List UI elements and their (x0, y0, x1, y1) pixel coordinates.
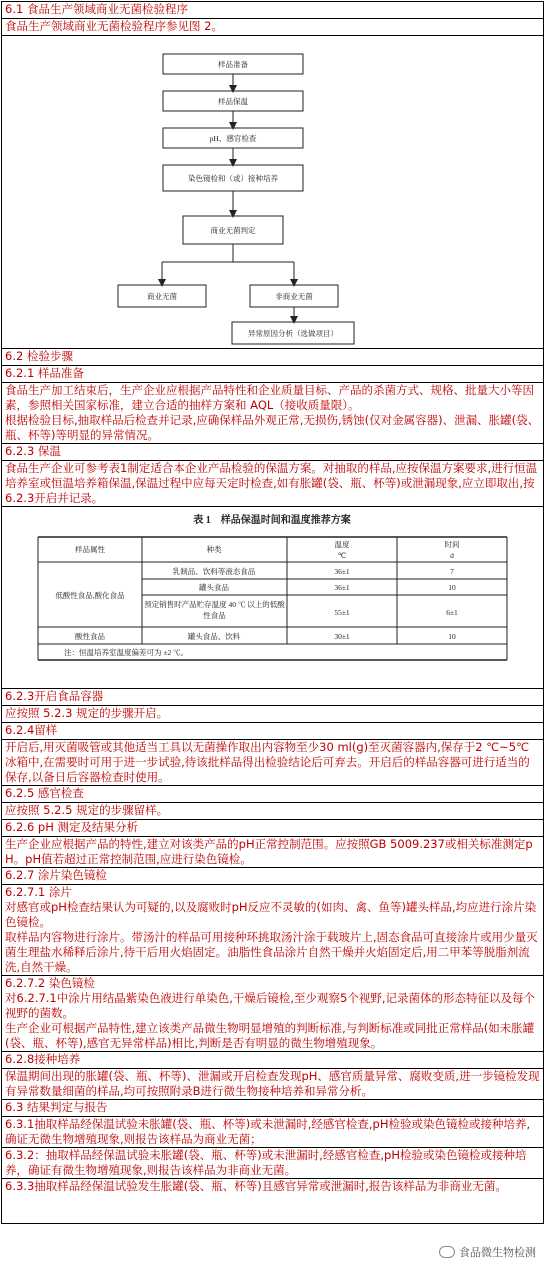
table-header-temp-unit: ℃ (337, 551, 347, 560)
flowchart-svg (2, 36, 543, 349)
section-title-6-3: 6.3 结果判定与报告 (2, 1100, 543, 1117)
paragraph: 对6.2.7.1中涂片用结晶紫染色液进行单染色,干燥后镜检,至少观察5个视野,记录菌体的形态特征以及每个视野的菌数。 (5, 991, 536, 1020)
section-text-6-2-8: 保温期间出现的胀罐(袋、瓶、杯等)、泄漏或开启检查发现pH、感官质量异常、腐败变质,进一步镜检发现有异常数量细菌的样品,均可按照附录B进行微生物接种培养和异常分析。 (2, 1069, 543, 1100)
section-title-6-2: 6.2 检验步骤 (2, 349, 543, 366)
table-header-kind: 种类 (206, 545, 222, 554)
paragraph: 生产企业可根据产品特性,建立该类产品微生物明显增殖的判断标准,与判断标准或同批正常样品(如未胀罐(袋、瓶、杯等),感官无异常样品)相比,判断是否有明显的微生物增殖现象。 (5, 1021, 535, 1050)
paragraph: 6.3.3抽取样品经保温试验发生胀罐(袋、瓶、杯等)且感官异常或泄漏时,报告该样品为非商业无菌。 (5, 1179, 507, 1193)
section-text-6-2-4: 开启后,用灭菌吸管或其他适当工具以无菌操作取出内容物至少30 ml(g)至灭菌容器内,保存于2 ℃~5℃冰箱中,在需要时可用于进一步试验,待该批样品得出检验结论后可弃去。开启后的样品容器可进行适当的保存,以备日后容器检查时使用。 (2, 740, 543, 786)
table-cell-kind-wrap (144, 599, 285, 627)
table-cell-temp: 55±1 (334, 608, 350, 617)
flow-step2-label: 样品保温 (218, 97, 248, 106)
section-6-2-7-1 (2, 885, 543, 976)
flow-step5-label: 商业无菌判定 (210, 226, 256, 235)
table-cell-temp: 36±1 (334, 567, 350, 576)
table-header-time-unit: d (450, 551, 454, 560)
flow-step3-label: pH、感官检查 (209, 134, 257, 143)
table-group-low-acid: 低酸性食品,酸化食品 (55, 591, 125, 600)
table-cell-time: 7 (450, 567, 454, 576)
table-header-temp: 温度 (334, 540, 350, 549)
watermark-text: 食品微生物检测 (459, 1246, 536, 1259)
section-title-6-2-1: 6.2.1 样品准备 (2, 366, 543, 383)
subsection-title: 6.2.7.2 染色镜检 (5, 976, 95, 990)
section-6-2-7-2 (2, 976, 543, 1052)
section-text-6-2-6: 生产企业应根据产品的特性,建立对该类产品的pH正常控制范围。应按照GB 5009.237或相关标准测定pH。pH值若超过正常控制范围,应进行染色镜检。 (2, 837, 543, 868)
section-text-6-2-3: 食品生产企业可参考表1制定适合本企业产品检验的保温方案。对抽取的样品,应按保温方案要求,进行恒温培养室或恒温培养箱保温,保温过程中应每天定时检查,如有胀罐(袋、瓶、杯等)或泄漏现象,应立即取出,按6.2.3开启并记录。 (2, 461, 543, 507)
table-cell-kind: 罐头食品、饮料 (187, 632, 241, 641)
section-text-6-2-1 (2, 383, 543, 444)
incubation-table-figure (2, 507, 543, 689)
table-cell-time: 6±1 (446, 608, 458, 617)
flow-step1-label: 样品准备 (218, 60, 248, 69)
table-header-attr: 样品属性 (75, 545, 105, 554)
document-table (1, 1, 544, 1224)
section-title-6-2-5: 6.2.5 感官检查 (2, 786, 543, 803)
flow-result-left-label: 商业无菌 (147, 292, 177, 301)
section-text-6-3-2: 6.3.2：抽取样品经保温试验未胀罐(袋、瓶、杯等)或未泄漏时,经感官检查,pH检验或染色镜检或接种培养，确证有微生物增殖现象,则报告该样品为非商业无菌。 (2, 1148, 543, 1179)
table-cell-temp: 30±1 (334, 632, 350, 641)
section-title-6-2-4: 6.2.4留样 (2, 723, 543, 740)
wechat-icon (439, 1246, 455, 1258)
table-cell-time: 10 (448, 583, 456, 592)
section-title-6-1: 6.1 食品生产领域商业无菌检验程序 (2, 2, 543, 19)
flow-step4-label: 染色镜检和（或）接种培养 (188, 174, 278, 183)
paragraph: 取样品内容物进行涂片。带汤汁的样品可用接种环挑取汤汁涂于载玻片上,固态食品可直接涂片或用少量灭菌生理盐水稀释后涂片,待干后用火焰固定。油脂性食品涂片自然干燥并火焰固定后,用二甲苯等脱脂剂流洗,自然干燥。 (5, 930, 538, 974)
section-text-6-3-1: 6.3.1抽取样品经保温试验未胀罐(袋、瓶、杯等)或未泄漏时,经感官检查,pH检验或染色镜检或接种培养,确证无微生物增殖现象,则报告该样品为商业无菌； (2, 1117, 543, 1148)
section-title-6-2-6: 6.2.6 pH 测定及结果分析 (2, 820, 543, 837)
section-text-6-1: 食品生产领域商业无菌检验程序参见图 2。 (2, 19, 543, 36)
table-caption: 表 1 样品保温时间和温度推荐方案 (193, 515, 351, 526)
table-cell-kind: 预定销售时产品贮存温度 40 ℃ 以上的低酸性食品 (144, 600, 285, 620)
table-header-time: 时间 (444, 540, 460, 549)
flow-step6-label: 异常原因分析（选做项目） (248, 329, 338, 338)
paragraph: 对感官或pH检查结果认为可疑的,以及腐败时pH反应不灵敏的(如肉、禽、鱼等)罐头样品,均应进行涂片染色镜检。 (5, 900, 537, 929)
section-title-6-2-8: 6.2.8接种培养 (2, 1052, 543, 1069)
flowchart-figure (2, 36, 543, 349)
flow-result-right-label: 非商业无菌 (275, 292, 313, 301)
table-cell-kind: 罐头食品 (199, 583, 229, 592)
incubation-table-svg (2, 507, 543, 689)
subsection-title: 6.2.7.1 涂片 (5, 885, 72, 899)
section-title-6-2-7: 6.2.7 涂片染色镜检 (2, 868, 543, 885)
table-cell-temp: 36±1 (334, 583, 350, 592)
section-text-6-3-3 (2, 1179, 543, 1223)
table-cell-time: 10 (448, 632, 456, 641)
section-text-6-2-3b: 应按照 5.2.3 规定的步骤开启。 (2, 706, 543, 723)
watermark (439, 1244, 536, 1260)
section-title-6-2-3: 6.2.3 保温 (2, 444, 543, 461)
table-note: 注：恒温培养室温度偏差可为 ±2 ℃。 (64, 648, 189, 657)
section-text-6-2-5: 应按照 5.2.5 规定的步骤留样。 (2, 803, 543, 820)
table-cell-kind: 乳制品、饮料等液态食品 (172, 567, 256, 576)
table-group-acid: 酸性食品 (75, 632, 105, 641)
paragraph: 食品生产加工结束后，生产企业应根据产品特性和企业质量目标、产品的杀菌方式、规格、批量大小等因素，参照相关国家标准，建立合适的抽样方案和 AQL（接收质量限）。 (5, 383, 534, 412)
section-title-6-2-3b: 6.2.3开启食品容器 (2, 689, 543, 706)
paragraph: 根据检验目标,抽取样品后检查并记录,应确保样品外观正常,无损伤,锈蚀(仅对金属容器)、泄漏、胀罐(袋、瓶、杯等)等明显的异常情况。 (5, 413, 540, 442)
